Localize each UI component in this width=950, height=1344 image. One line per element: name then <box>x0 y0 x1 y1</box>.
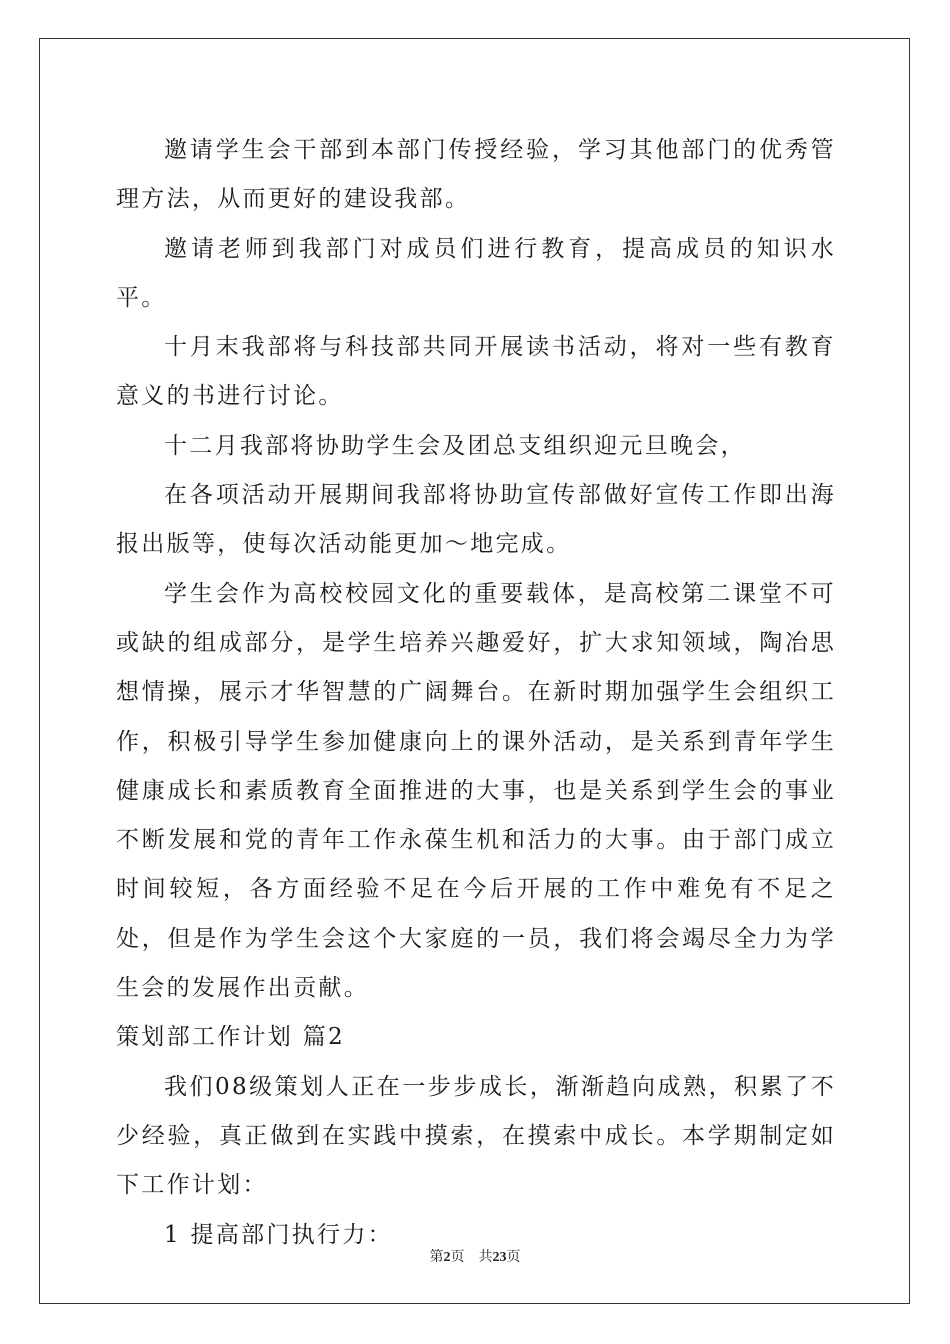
page-number: 2 <box>443 1250 451 1265</box>
document-body <box>116 126 836 1260</box>
paragraph-2: 邀请老师到我部门对成员们进行教育，提高成员的知识水平。 <box>116 235 836 311</box>
paragraph-5: 在各项活动开展期间我部将协助宣传部做好宣传工作即出海报出版等，使每次活动能更加～地完成。 <box>116 482 836 558</box>
total-prefix: 共 <box>478 1250 493 1265</box>
total-suffix: 页 <box>506 1250 521 1265</box>
total-pages: 23 <box>492 1250 507 1265</box>
page-suffix: 页 <box>450 1250 465 1265</box>
paragraph-3: 十月末我部将与科技部共同开展读书活动，将对一些有教育意义的书进行讨论。 <box>116 334 836 410</box>
section-paragraph-2: 1 提高部门执行力： <box>164 1221 393 1248</box>
section-heading: 策划部工作计划 篇2 <box>116 1024 345 1051</box>
section-paragraph-1: 我们08级策划人正在一步步成长，渐渐趋向成熟，积累了不少经验，真正做到在实践中摸索，在摸索中成长。本学期制定如下工作计划： <box>116 1073 836 1199</box>
paragraph-6: 学生会作为高校校园文化的重要载体，是高校第二课堂不可或缺的组成部分，是学生培养兴趣爱好，扩大求知领域，陶冶思想情操，展示才华智慧的广阔舞台。在新时期加强学生会组织工作，积极引导学生参加健康向上的课外活动，是关系到青年学生健康成长和素质教育全面推进的大事，也是关系到学生会的事业不断发展和党的青年工作永葆生机和活力的大事。由于部门成立时间较短，各方面经验不足在今后开展的工作中难免有不足之处，但是作为学生会这个大家庭的一员，我们将会竭尽全力为学生会的发展作出贡献。 <box>116 580 836 1002</box>
page-prefix: 第 <box>429 1250 444 1265</box>
paragraph-4: 十二月我部将协助学生会及团总支组织迎元旦晚会， <box>164 432 746 459</box>
paragraph-1: 邀请学生会干部到本部门传授经验，学习其他部门的优秀管理方法，从而更好的建设我部。 <box>116 137 836 213</box>
page-footer <box>0 1246 950 1266</box>
